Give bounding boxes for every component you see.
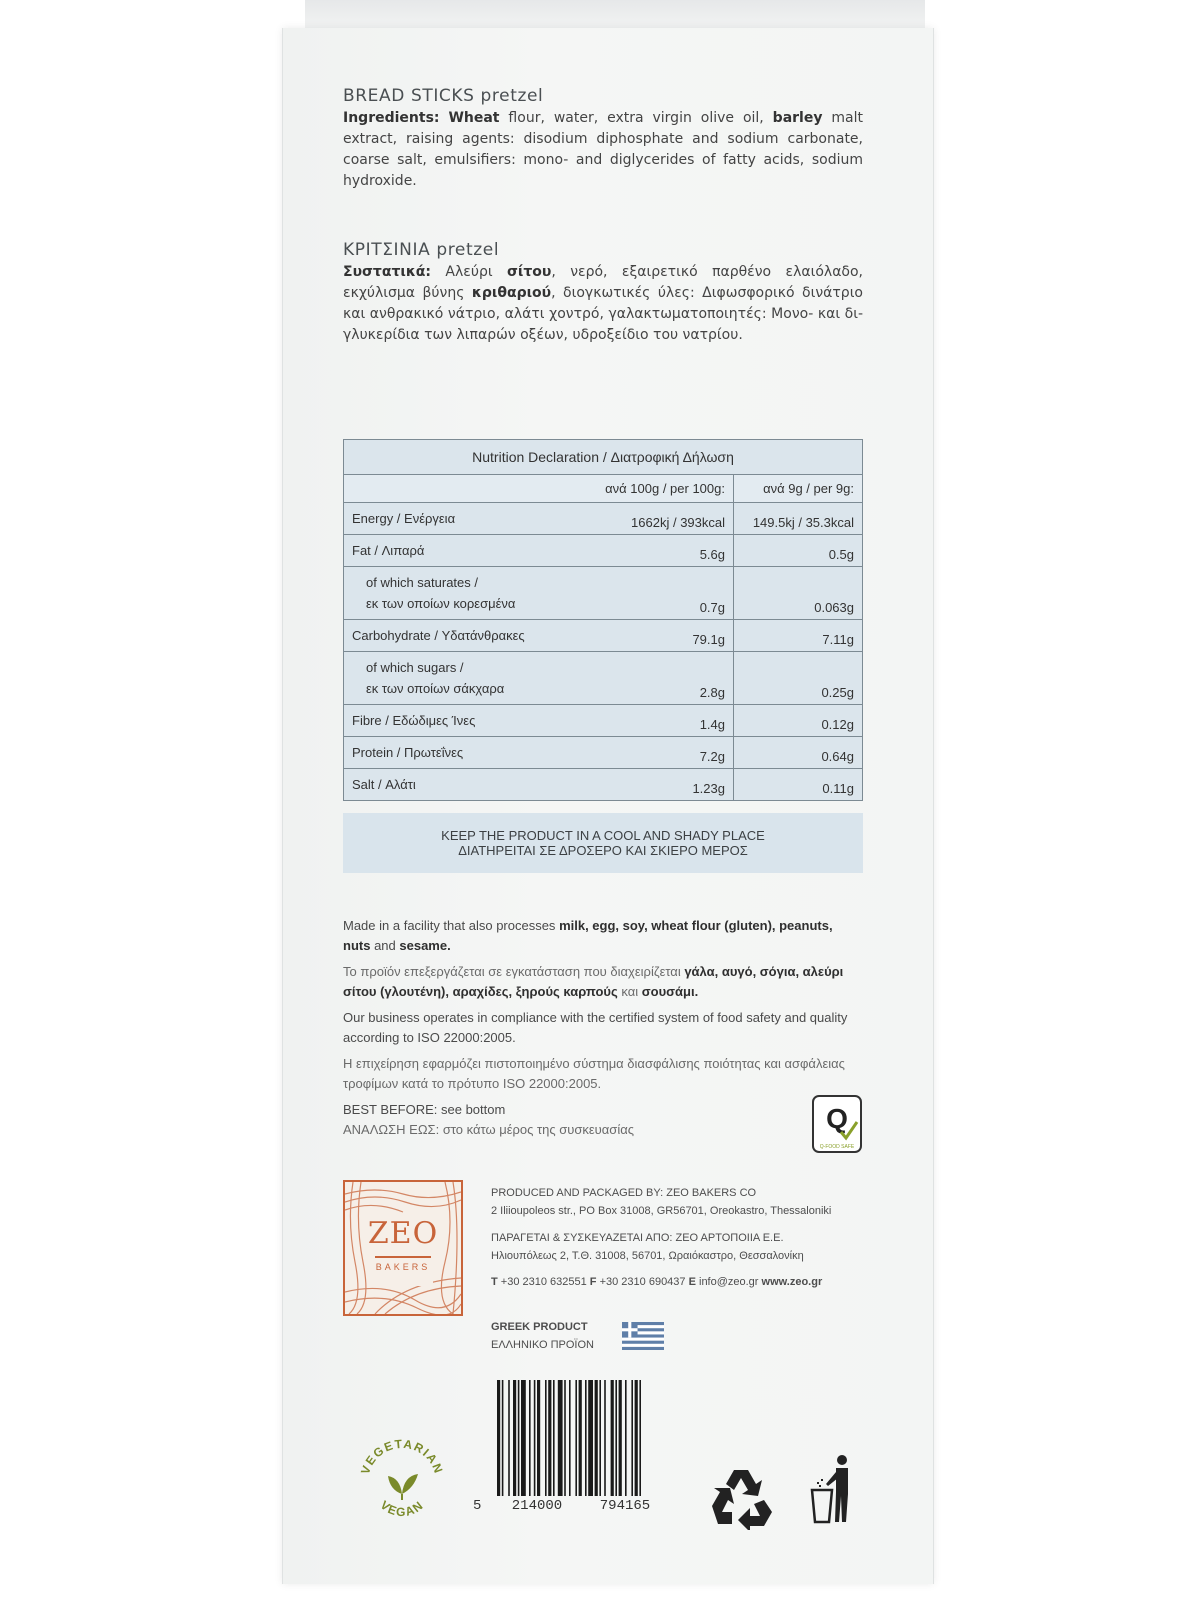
col-per-100g: ανά 100g / per 100g: bbox=[569, 475, 734, 503]
logo-sub: BAKERS bbox=[375, 1262, 431, 1272]
greek-ingredients-block bbox=[343, 240, 863, 346]
barcode-bar bbox=[553, 1380, 555, 1496]
barcode-bar bbox=[502, 1380, 504, 1496]
nutrition-table bbox=[343, 439, 863, 801]
barcode-bar bbox=[595, 1380, 598, 1496]
storage-gr: ΔΙΑΤΗΡΕΙΤΑΙ ΣΕ ΔΡΟΣΕΡΟ ΚΑΙ ΣΚΙΕΡΟ ΜΕΡΟΣ bbox=[458, 843, 748, 858]
barcode-bar bbox=[508, 1380, 510, 1496]
barcode-bar bbox=[548, 1380, 551, 1496]
best-before-gr: ΑΝΑΛΩΣΗ ΕΩΣ: στο κάτω μέρος της συσκευασίας bbox=[343, 1122, 635, 1137]
barcode-bar bbox=[518, 1380, 520, 1496]
barcode-bar bbox=[521, 1380, 526, 1496]
zeo-bakers-logo bbox=[343, 1180, 463, 1316]
storage-instructions bbox=[343, 813, 863, 873]
allergens-en: Made in a facility that also processes milk, egg, soy, wheat flour (gluten), peanuts, nuts and sesame. bbox=[343, 918, 833, 953]
table-row: Fat / Λιπαρά 5.6g 0.5g bbox=[344, 535, 863, 567]
iso-en: Our business operates in compliance with the certified system of food safety and quality according to ISO 22000:2005. bbox=[343, 1010, 848, 1045]
barcode-bar bbox=[588, 1380, 593, 1496]
barcode-bar bbox=[545, 1380, 547, 1496]
barcode-bar bbox=[575, 1380, 577, 1496]
english-ingredients-block bbox=[343, 86, 863, 192]
barcode-bar bbox=[615, 1380, 617, 1496]
svg-text:VEGETARIAN: VEGETARIAN bbox=[358, 1436, 446, 1477]
table-row: Carbohydrate / Υδατάνθρακες 79.1g 7.11g bbox=[344, 620, 863, 652]
barcode-bar bbox=[619, 1380, 622, 1496]
vegetarian-vegan-icon bbox=[352, 1432, 452, 1536]
producer-contacts: T +30 2310 632551 F +30 2310 690437 E info@zeo.gr www.zeo.gr bbox=[491, 1276, 823, 1288]
logo-brand: ΖΕΟ bbox=[367, 1216, 439, 1251]
table-row: of which saturates / εκ των οποίων κορεσμένα 0.7g 0.063g bbox=[344, 567, 863, 620]
barcode-bar bbox=[635, 1380, 638, 1496]
greek-title: ΚΡΙΤΣΙΝΙΑ pretzel bbox=[343, 240, 500, 260]
barcode-bar bbox=[585, 1380, 587, 1496]
storage-en: KEEP THE PRODUCT IN A COOL AND SHADY PLACE bbox=[441, 828, 765, 843]
barcode-bar bbox=[513, 1380, 516, 1496]
origin-block bbox=[491, 1318, 631, 1354]
barcode bbox=[473, 1380, 671, 1520]
barcode-bar bbox=[611, 1380, 614, 1496]
iso-gr: Η επιχείρηση εφαρμόζει πιστοποιημένο σύστημα διασφάλισης ποιότητας και ασφάλειας τροφίμων κατά το πρότυπο ISO 22000:2005. bbox=[343, 1056, 845, 1091]
barcode-bar bbox=[639, 1380, 641, 1496]
table-row: Energy / Ενέργεια 1662kj / 393kcal 149.5kj / 35.3kcal bbox=[344, 503, 863, 535]
barcode-bar bbox=[625, 1380, 627, 1496]
table-row: of which sugars / εκ των οποίων σάκχαρα 2.8g 0.25g bbox=[344, 652, 863, 705]
producer-gr-addr: Ηλιουπόλεως 2, Τ.Θ. 31008, 56701, Ωραιόκαστρο, Θεσσαλονίκη bbox=[491, 1250, 804, 1262]
barcode-bar bbox=[534, 1380, 536, 1496]
table-row: Salt / Αλάτι 1.23g 0.11g bbox=[344, 769, 863, 801]
barcode-group-right: 794165 bbox=[599, 1498, 651, 1514]
info-block bbox=[343, 916, 863, 1140]
producer-gr-title: ΠΑΡΑΓΕΤΑΙ & ΣΥΣΚΕΥΑΖΕΤΑΙ ΑΠΟ: ΖΕΟ ΑΡΤΟΠΟΙΙΑ Ε.Ε. bbox=[491, 1232, 784, 1244]
barcode-bar bbox=[529, 1380, 531, 1496]
producer-en-title: PRODUCED AND PACKAGED BY: ZEO BAKERS CO bbox=[491, 1187, 757, 1199]
barcode-bar bbox=[579, 1380, 582, 1496]
litter-bin-icon bbox=[808, 1452, 858, 1528]
barcode-bar bbox=[569, 1380, 571, 1496]
barcode-bar bbox=[564, 1380, 566, 1496]
allergens-gr: Το προϊόν επεξεργάζεται σε εγκατάσταση που διαχειρίζεται γάλα, αυγό, σόγια, αλεύρι σίτου (γλουτένη), αραχίδες, ξηρούς καρπούς και σουσάμι. bbox=[343, 964, 844, 999]
barcode-bar bbox=[604, 1380, 606, 1496]
q-food-safe-icon bbox=[811, 1094, 863, 1154]
english-ingredients: Ingredients: Wheat flour, water, extra virgin olive oil, barley malt extract, raising agents: disodium diphosphate and sodium carbonate, coarse salt, emulsifiers: mono- and diglycerides of fatty acids, sodium hydroxide. bbox=[343, 110, 863, 189]
origin-en: GREEK PRODUCT bbox=[491, 1321, 588, 1333]
origin-gr: ΕΛΛΗΝΙΚΟ ΠΡΟΪΟΝ bbox=[491, 1339, 594, 1351]
svg-text:VEGAN: VEGAN bbox=[377, 1497, 427, 1520]
barcode-bar bbox=[631, 1380, 633, 1496]
producer-en-addr: 2 Iliioupoleos str., PO Box 31008, GR56701, Oreokastro, Thessaloniki bbox=[491, 1205, 832, 1217]
barcode-group-left: 214000 bbox=[511, 1498, 563, 1514]
table-row: Protein / Πρωτεΐνες 7.2g 0.64g bbox=[344, 737, 863, 769]
english-title: BREAD STICKS pretzel bbox=[343, 86, 544, 106]
best-before-en: BEST BEFORE: see bottom bbox=[343, 1102, 506, 1117]
barcode-bar bbox=[537, 1380, 540, 1496]
barcode-digit-first: 5 bbox=[473, 1498, 482, 1514]
greek-flag-icon bbox=[622, 1322, 664, 1354]
col-per-9g: ανά 9g / per 9g: bbox=[734, 475, 863, 503]
barcode-bar bbox=[599, 1380, 601, 1496]
producer-block bbox=[491, 1184, 871, 1291]
recycle-icon bbox=[708, 1466, 774, 1534]
nutrition-title: Nutrition Declaration / Διατροφική Δήλωση bbox=[344, 440, 863, 475]
svg-text:Q-FOOD SAFE: Q-FOOD SAFE bbox=[819, 1144, 855, 1150]
table-row: Fibre / Εδώδιμες Ίνες 1.4g 0.12g bbox=[344, 705, 863, 737]
svg-text:Q: Q bbox=[826, 1103, 848, 1134]
barcode-bar bbox=[558, 1380, 563, 1496]
barcode-bar bbox=[497, 1380, 500, 1496]
greek-ingredients: Συστατικά: Αλεύρι σίτου, νερό, εξαιρετικό παρθένο ελαιόλαδο, εκχύλισμα βύνης κριθαριού, διογκωτικές ύλες: Διφωσφορικό δινάτριο και ανθρακικό νάτριο, αλάτι χοντρό, γαλακτωματοποιητές: Μονο- και δι-γλυκερίδια των λιπαρών οξέων, υδροξείδιο του νατρίου. bbox=[343, 264, 863, 343]
